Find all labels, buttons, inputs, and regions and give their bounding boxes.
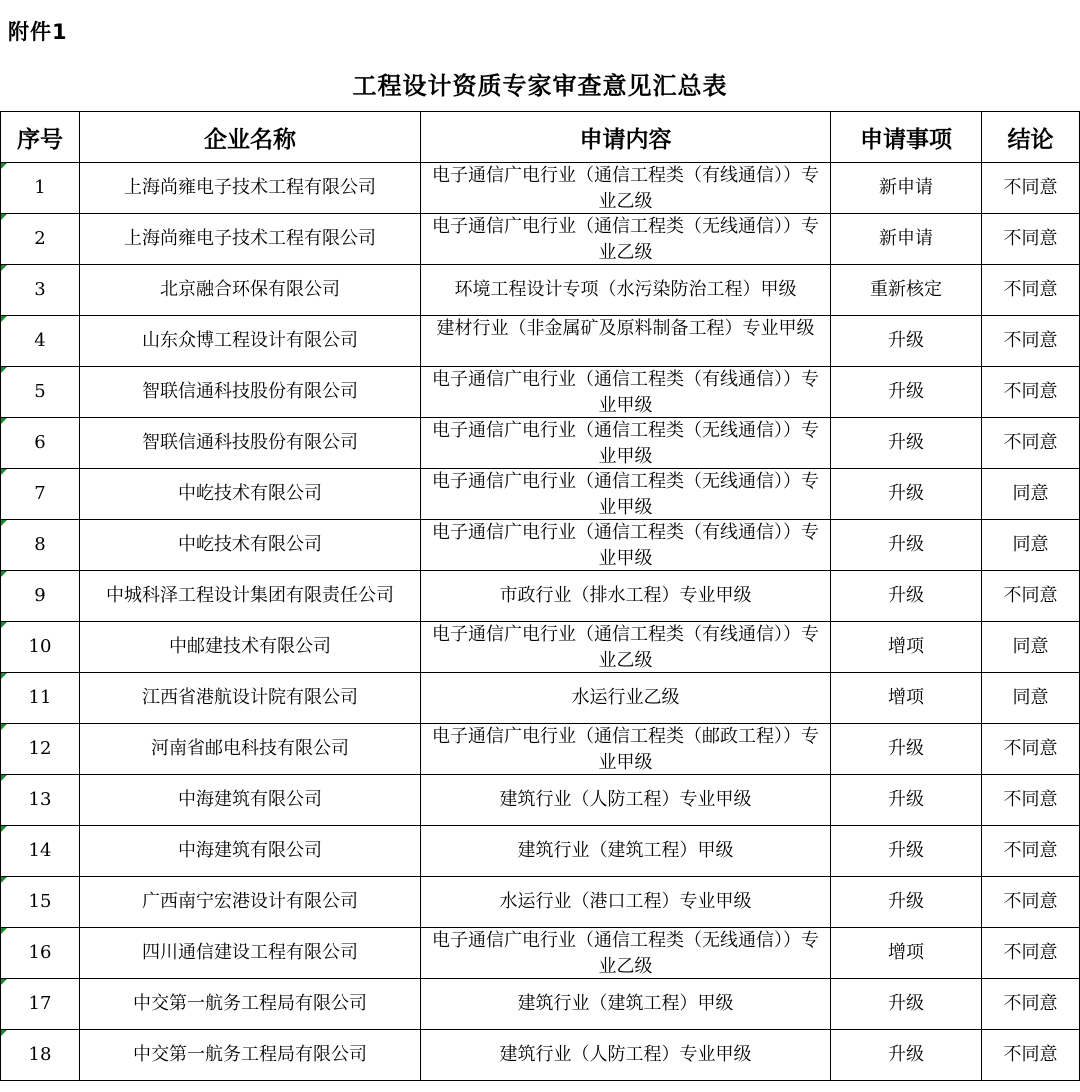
- company-name: 中城科泽工程设计集团有限责任公司: [106, 585, 394, 606]
- table-row: [1, 928, 1080, 979]
- application-item: 升级: [888, 483, 924, 504]
- row-number-cell: [1, 469, 80, 520]
- row-number: 2: [34, 228, 46, 249]
- conclusion-cell: [982, 724, 1080, 775]
- header-result: 结论: [982, 112, 1080, 163]
- row-number: 1: [34, 177, 46, 198]
- conclusion-cell: [982, 979, 1080, 1030]
- application-content: 建筑行业（人防工程）专业甲级: [499, 1044, 752, 1065]
- company-name-cell: [80, 469, 421, 520]
- conclusion: 同意: [1012, 534, 1049, 555]
- conclusion: 不同意: [1003, 891, 1058, 912]
- conclusion-cell: [982, 418, 1080, 469]
- row-number-cell: [1, 571, 80, 622]
- company-name: 北京融合环保有限公司: [160, 279, 340, 300]
- header-no: 序号: [1, 112, 80, 163]
- company-name: 智联信通科技股份有限公司: [142, 381, 358, 402]
- application-content-cell: [421, 673, 831, 724]
- table-row: [1, 775, 1080, 826]
- row-number: 17: [28, 993, 52, 1014]
- row-number-cell: [1, 418, 80, 469]
- table-row: [1, 214, 1080, 265]
- row-number-cell: [1, 928, 80, 979]
- row-number: 9: [34, 585, 46, 606]
- application-content-cell: [421, 775, 831, 826]
- conclusion: 不同意: [1003, 279, 1058, 300]
- application-item: 升级: [888, 789, 924, 810]
- conclusion: 不同意: [1003, 330, 1058, 351]
- conclusion: 不同意: [1003, 432, 1058, 453]
- application-item: 新申请: [879, 228, 933, 249]
- table-row: [1, 673, 1080, 724]
- application-content: 电子通信广电行业（通信工程类（有线通信））专业乙级: [432, 624, 819, 671]
- application-item-cell: [831, 1030, 982, 1081]
- conclusion: 不同意: [1003, 1044, 1058, 1065]
- company-name: 山东众博工程设计有限公司: [142, 330, 358, 351]
- company-name-cell: [80, 775, 421, 826]
- row-number: 16: [28, 942, 52, 963]
- company-name: 中屹技术有限公司: [178, 534, 322, 555]
- conclusion-cell: [982, 214, 1080, 265]
- company-name-cell: [80, 724, 421, 775]
- application-item-cell: [831, 214, 982, 265]
- application-content-cell: [421, 367, 831, 418]
- company-name-cell: [80, 928, 421, 979]
- conclusion-cell: [982, 163, 1080, 214]
- application-content: 电子通信广电行业（通信工程类（无线通信））专业乙级: [432, 216, 819, 263]
- header-item: 申请事项: [831, 112, 982, 163]
- table-row: [1, 1030, 1080, 1081]
- application-item-cell: [831, 979, 982, 1030]
- application-content: 电子通信广电行业（通信工程类（有线通信））专业甲级: [432, 522, 819, 569]
- company-name: 中交第一航务工程局有限公司: [133, 993, 367, 1014]
- conclusion: 不同意: [1003, 789, 1058, 810]
- conclusion: 不同意: [1003, 993, 1058, 1014]
- company-name-cell: [80, 520, 421, 571]
- conclusion: 同意: [1012, 636, 1049, 657]
- row-number: 7: [34, 483, 46, 504]
- row-number-cell: [1, 367, 80, 418]
- application-content-cell: [421, 265, 831, 316]
- application-content: 电子通信广电行业（通信工程类（有线通信））专业乙级: [432, 165, 819, 212]
- application-content-cell: [421, 877, 831, 928]
- application-content-cell: [421, 520, 831, 571]
- table-row: [1, 367, 1080, 418]
- conclusion-cell: [982, 877, 1080, 928]
- header-company: 企业名称: [80, 112, 421, 163]
- application-content: 市政行业（排水工程）专业甲级: [499, 585, 752, 606]
- application-item-cell: [831, 469, 982, 520]
- application-item: 升级: [888, 891, 924, 912]
- row-number-cell: [1, 1030, 80, 1081]
- company-name-cell: [80, 1030, 421, 1081]
- application-content: 电子通信广电行业（通信工程类（无线通信））专业甲级: [432, 420, 819, 467]
- company-name-cell: [80, 316, 421, 367]
- row-number: 12: [28, 738, 52, 759]
- application-content-cell: [421, 928, 831, 979]
- table-row: [1, 418, 1080, 469]
- application-item-cell: [831, 367, 982, 418]
- row-number: 3: [34, 279, 46, 300]
- application-item-cell: [831, 673, 982, 724]
- table-row: [1, 877, 1080, 928]
- company-name-cell: [80, 265, 421, 316]
- row-number-cell: [1, 826, 80, 877]
- company-name: 中邮建技术有限公司: [169, 636, 331, 657]
- conclusion: 不同意: [1003, 177, 1058, 198]
- application-item-cell: [831, 724, 982, 775]
- table-row: [1, 469, 1080, 520]
- conclusion-cell: [982, 775, 1080, 826]
- company-name-cell: [80, 877, 421, 928]
- attachment-label: 附件1: [8, 20, 68, 44]
- conclusion-cell: [982, 928, 1080, 979]
- application-content: 电子通信广电行业（通信工程类（无线通信））专业甲级: [432, 471, 819, 518]
- conclusion: 不同意: [1003, 738, 1058, 759]
- company-name: 上海尚雍电子技术工程有限公司: [124, 228, 376, 249]
- conclusion-cell: [982, 571, 1080, 622]
- company-name: 广西南宁宏港设计有限公司: [142, 891, 358, 912]
- conclusion-cell: [982, 673, 1080, 724]
- application-item-cell: [831, 571, 982, 622]
- conclusion: 同意: [1012, 483, 1049, 504]
- company-name-cell: [80, 826, 421, 877]
- application-content-cell: [421, 979, 831, 1030]
- company-name: 江西省港航设计院有限公司: [142, 687, 358, 708]
- row-number: 4: [34, 330, 46, 351]
- conclusion: 不同意: [1003, 585, 1058, 606]
- application-item-cell: [831, 163, 982, 214]
- summary-table: [0, 111, 1080, 1081]
- conclusion: 不同意: [1003, 840, 1058, 861]
- table-row: [1, 826, 1080, 877]
- table-row: [1, 163, 1080, 214]
- conclusion-cell: [982, 826, 1080, 877]
- row-number-cell: [1, 163, 80, 214]
- conclusion: 同意: [1012, 687, 1049, 708]
- application-content: 建筑行业（建筑工程）甲级: [517, 840, 734, 861]
- company-name: 中屹技术有限公司: [178, 483, 322, 504]
- application-item: 升级: [888, 585, 924, 606]
- row-number-cell: [1, 214, 80, 265]
- header-content: 申请内容: [421, 112, 831, 163]
- application-content-cell: [421, 622, 831, 673]
- company-name-cell: [80, 214, 421, 265]
- application-content: 电子通信广电行业（通信工程类（有线通信））专业甲级: [432, 369, 819, 416]
- conclusion-cell: [982, 1030, 1080, 1081]
- company-name-cell: [80, 673, 421, 724]
- row-number: 13: [28, 789, 52, 810]
- row-number-cell: [1, 622, 80, 673]
- table-row: [1, 724, 1080, 775]
- row-number: 11: [28, 687, 52, 708]
- conclusion: 不同意: [1003, 228, 1058, 249]
- application-item-cell: [831, 622, 982, 673]
- row-number: 14: [28, 840, 52, 861]
- conclusion-cell: [982, 265, 1080, 316]
- application-content: 建材行业（非金属矿及原料制备工程）专业甲级: [436, 318, 815, 339]
- application-item: 增项: [888, 687, 924, 708]
- company-name: 河南省邮电科技有限公司: [151, 738, 349, 759]
- application-item: 升级: [888, 993, 924, 1014]
- application-content-cell: [421, 214, 831, 265]
- company-name: 中海建筑有限公司: [178, 840, 322, 861]
- application-content: 建筑行业（建筑工程）甲级: [517, 993, 734, 1014]
- application-item: 升级: [888, 330, 924, 351]
- company-name: 中海建筑有限公司: [178, 789, 322, 810]
- table-row: [1, 979, 1080, 1030]
- application-item: 重新核定: [870, 279, 942, 300]
- company-name-cell: [80, 418, 421, 469]
- conclusion: 不同意: [1003, 381, 1058, 402]
- application-content-cell: [421, 316, 831, 367]
- application-item-cell: [831, 265, 982, 316]
- row-number-cell: [1, 979, 80, 1030]
- application-item-cell: [831, 877, 982, 928]
- application-item: 升级: [888, 432, 924, 453]
- company-name: 智联信通科技股份有限公司: [142, 432, 358, 453]
- company-name-cell: [80, 622, 421, 673]
- conclusion-cell: [982, 520, 1080, 571]
- company-name-cell: [80, 367, 421, 418]
- table-row: [1, 571, 1080, 622]
- company-name-cell: [80, 571, 421, 622]
- header-row: [1, 112, 1080, 163]
- row-number: 10: [28, 636, 52, 657]
- company-name: 中交第一航务工程局有限公司: [133, 1044, 367, 1065]
- row-number: 15: [28, 891, 52, 912]
- company-name-cell: [80, 979, 421, 1030]
- application-item-cell: [831, 826, 982, 877]
- row-number: 5: [34, 381, 46, 402]
- table-row: [1, 316, 1080, 367]
- application-item: 升级: [888, 738, 924, 759]
- document-title: 工程设计资质专家审查意见汇总表: [352, 72, 728, 100]
- application-content-cell: [421, 469, 831, 520]
- row-number: 8: [34, 534, 46, 555]
- row-number-cell: [1, 775, 80, 826]
- company-name: 上海尚雍电子技术工程有限公司: [124, 177, 376, 198]
- application-item-cell: [831, 775, 982, 826]
- row-number-cell: [1, 724, 80, 775]
- row-number-cell: [1, 673, 80, 724]
- row-number: 18: [28, 1044, 52, 1065]
- application-item: 升级: [888, 381, 924, 402]
- application-item-cell: [831, 316, 982, 367]
- conclusion-cell: [982, 367, 1080, 418]
- row-number: 6: [34, 432, 46, 453]
- company-name: 四川通信建设工程有限公司: [142, 942, 358, 963]
- application-item: 新申请: [879, 177, 933, 198]
- table-row: [1, 520, 1080, 571]
- application-item: 增项: [888, 636, 924, 657]
- application-content: 环境工程设计专项（水污染防治工程）甲级: [454, 279, 797, 300]
- application-content-cell: [421, 724, 831, 775]
- application-item-cell: [831, 928, 982, 979]
- row-number-cell: [1, 520, 80, 571]
- table-body: [1, 163, 1080, 1081]
- conclusion-cell: [982, 316, 1080, 367]
- conclusion: 不同意: [1003, 942, 1058, 963]
- row-number-cell: [1, 316, 80, 367]
- application-content: 水运行业乙级: [571, 687, 680, 708]
- application-item: 升级: [888, 1044, 924, 1065]
- table-row: [1, 622, 1080, 673]
- conclusion-cell: [982, 622, 1080, 673]
- application-content-cell: [421, 418, 831, 469]
- application-item-cell: [831, 520, 982, 571]
- application-item: 增项: [888, 942, 924, 963]
- application-content-cell: [421, 163, 831, 214]
- table-row: [1, 265, 1080, 316]
- application-content-cell: [421, 571, 831, 622]
- conclusion-cell: [982, 469, 1080, 520]
- application-item: 升级: [888, 534, 924, 555]
- application-content: 电子通信广电行业（通信工程类（邮政工程））专业甲级: [432, 726, 819, 773]
- row-number-cell: [1, 265, 80, 316]
- application-item-cell: [831, 418, 982, 469]
- application-content: 建筑行业（人防工程）专业甲级: [499, 789, 752, 810]
- company-name-cell: [80, 163, 421, 214]
- row-number-cell: [1, 877, 80, 928]
- application-content: 电子通信广电行业（通信工程类（无线通信））专业乙级: [432, 930, 819, 977]
- application-content: 水运行业（港口工程）专业甲级: [499, 891, 752, 912]
- application-content-cell: [421, 1030, 831, 1081]
- application-item: 升级: [888, 840, 924, 861]
- application-content-cell: [421, 826, 831, 877]
